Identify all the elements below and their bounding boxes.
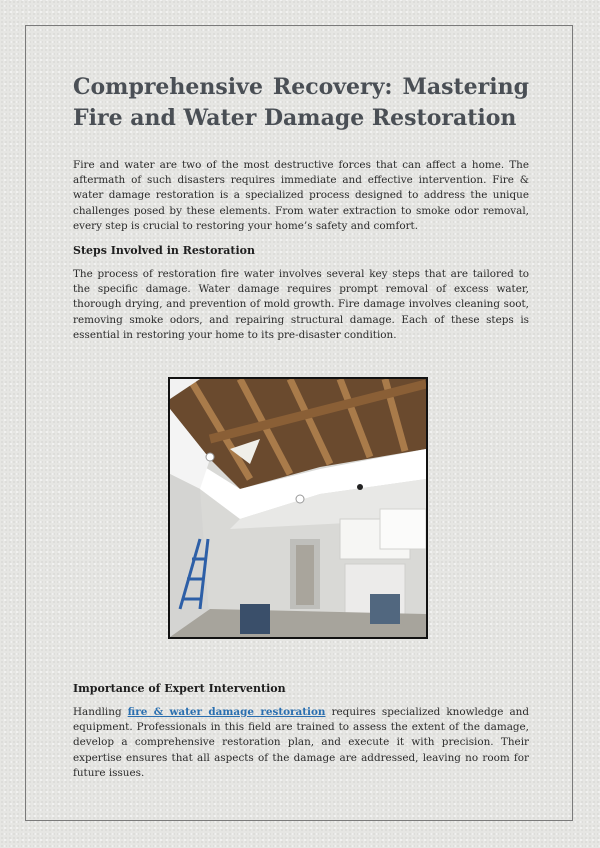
title-line-2: Fire and Water Damage Restoration xyxy=(73,105,517,131)
steps-heading: Steps Involved in Restoration xyxy=(73,244,255,257)
restoration-link[interactable]: fire & water damage restoration xyxy=(127,706,326,718)
interior-renovation-illustration xyxy=(170,379,426,637)
expert-paragraph xyxy=(73,705,529,781)
title-line-1: Comprehensive Recovery: Mastering xyxy=(73,74,529,100)
document-content xyxy=(73,72,529,779)
restoration-photo xyxy=(168,377,428,639)
expert-heading: Importance of Expert Intervention xyxy=(73,682,286,695)
page-title xyxy=(73,72,529,134)
expert-text-before: Handling xyxy=(73,706,128,718)
expert-text-after: requires specialized knowledge and equipment. Professionals in this field are trained to assess the extent of the damage, develop a comprehensive restoration plan, and execute it with precision. Their expertise ensures that all aspects of the damage are addressed, leaving no room for future issues. xyxy=(73,706,529,779)
intro-paragraph: Fire and water are two of the most destructive forces that can affect a home. The aftermath of such disasters requires immediate and effective intervention. Fire & water damage restoration is a specialized process designed to address the unique challenges posed by these elements. From water extraction to smoke odor removal, every step is crucial to restoring your home’s safety and comfort. xyxy=(73,159,529,232)
steps-paragraph: The process of restoration fire water involves several key steps that are tailored to the specific damage. Water damage requires prompt removal of excess water, thorough drying, and prevention of mold growth. Fire damage involves cleaning soot, removing smoke odors, and repairing structural damage. Each of these steps is essential in restoring your home to its pre-disaster condition. xyxy=(73,268,529,341)
